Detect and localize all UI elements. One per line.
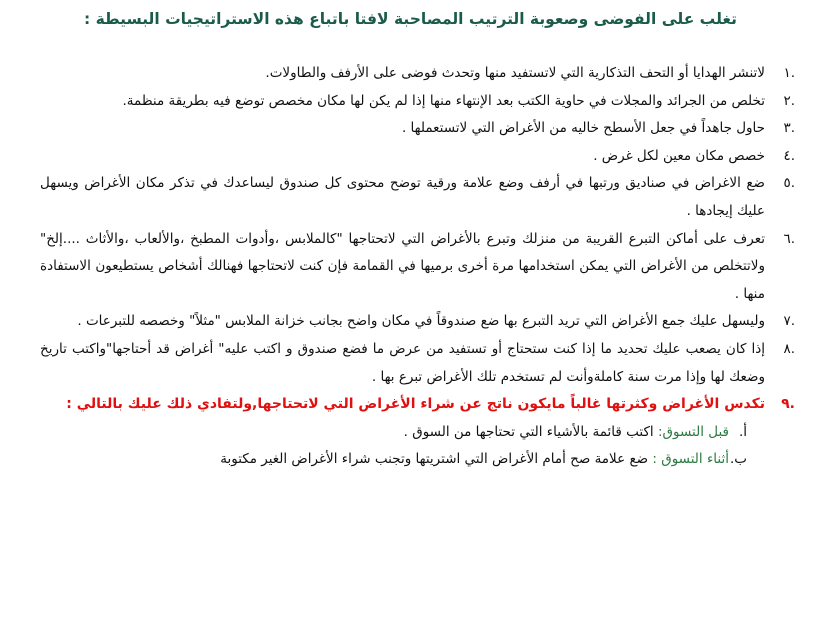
item-text: وليسهل عليك جمع الأغراض التي تريد التبرع بها ضع صندوقاً في مكان واضح بجانب خزانة الملابس "مثلاً" وخصصه للتبرعات . bbox=[77, 313, 765, 330]
sub-item bbox=[40, 446, 765, 474]
list-item bbox=[40, 143, 795, 171]
item-text: لاتنشر الهدايا أو التحف التذكارية التي لاتستفيد منها وتحدث فوضى على الأرفف والطاولات. bbox=[265, 65, 765, 81]
item-number: .٤ bbox=[783, 147, 795, 164]
item-number: .٢ bbox=[783, 92, 795, 109]
list-item bbox=[40, 60, 795, 88]
item-number: .٦ bbox=[783, 230, 795, 247]
item-text: تعرف على أماكن التبرع القريبة من منزلك وتبرع بالأغراض التي لاتحتاجها "كالملابس ،وأدوات المطبخ ،والألعاب ،والأثاث ....إلخ" ولاتتخلص من الأغراض التي يمكن استخدامها مرة أخرى برميها في القمامة فإن كنت لاتحتاجها فهنالك أشخاص يستطيعون الاستفادة منها . bbox=[40, 230, 765, 302]
sub-item-text: ضع علامة صح أمام الأغراض التي اشتريتها وتجنب شراء الأغراض الغير مكتوبة bbox=[220, 451, 653, 468]
item-number: .٣ bbox=[783, 120, 795, 137]
sub-item bbox=[40, 419, 765, 447]
item-text: تكدس الأغراض وكثرتها غالباً مايكون ناتج عن شراء الأغراض التي لاتحتاجها,ولتفادي ذلك عليك بالتالي : bbox=[66, 396, 765, 413]
item-text: حاول جاهداً في جعل الأسطح خاليه من الأغراض التي لاتستعملها . bbox=[401, 120, 765, 137]
item-number: .١ bbox=[783, 65, 795, 81]
list-item bbox=[40, 115, 795, 143]
item-text: ضع الاغراض في صناديق ورتبها في أرفف وضع علامة ورقية توضح محتوى كل صندوق ليساعدك في تذكر مكان الأغراض ويسهل عليك إيجادها . bbox=[40, 175, 765, 219]
page-title: تغلب على الفوضى وصعوبة الترتيب المصاحبة لافتا باتباع هذه الاستراتيجيات البسيطة : bbox=[84, 10, 737, 28]
list-item bbox=[40, 170, 795, 225]
sub-item-label: أثناء التسوق : bbox=[652, 451, 729, 468]
item-number: .٧ bbox=[783, 313, 795, 330]
sub-item-label: قبل التسوق: bbox=[657, 423, 729, 440]
strategy-list bbox=[40, 60, 795, 474]
item-text: خصص مكان معين لكل غرض . bbox=[593, 147, 765, 164]
item-number: .٨ bbox=[783, 340, 795, 357]
list-item-highlight bbox=[40, 391, 795, 474]
item-number: .٩ bbox=[781, 396, 795, 413]
item-number: .٥ bbox=[783, 175, 795, 192]
sub-item-letter: أ. bbox=[738, 423, 747, 440]
sub-item-letter: ب. bbox=[729, 451, 747, 468]
sub-item-text: اكتب قائمة بالأشياء التي تحتاجها من السوق . bbox=[403, 423, 658, 440]
list-item bbox=[40, 226, 795, 309]
item-text: تخلص من الجرائد والمجلات في حاوية الكتب بعد الإنتهاء منها إذا لم يكن لها مكان مخصص توضع فيه بطريقة منظمة. bbox=[122, 92, 765, 109]
item-text: إذا كان يصعب عليك تحديد ما إذا كنت ستحتاج أو تستفيد من عرض ما فضع صندوق و اكتب عليه" أغراض قد أحتاجها"واكتب تاريخ وضعك لها وإذا مرت سنة كاملةوأنت لم تستخدم تلك الأغراض تبرع بها . bbox=[40, 340, 765, 385]
list-item bbox=[40, 336, 795, 391]
list-item bbox=[40, 88, 795, 116]
list-item bbox=[40, 308, 795, 336]
